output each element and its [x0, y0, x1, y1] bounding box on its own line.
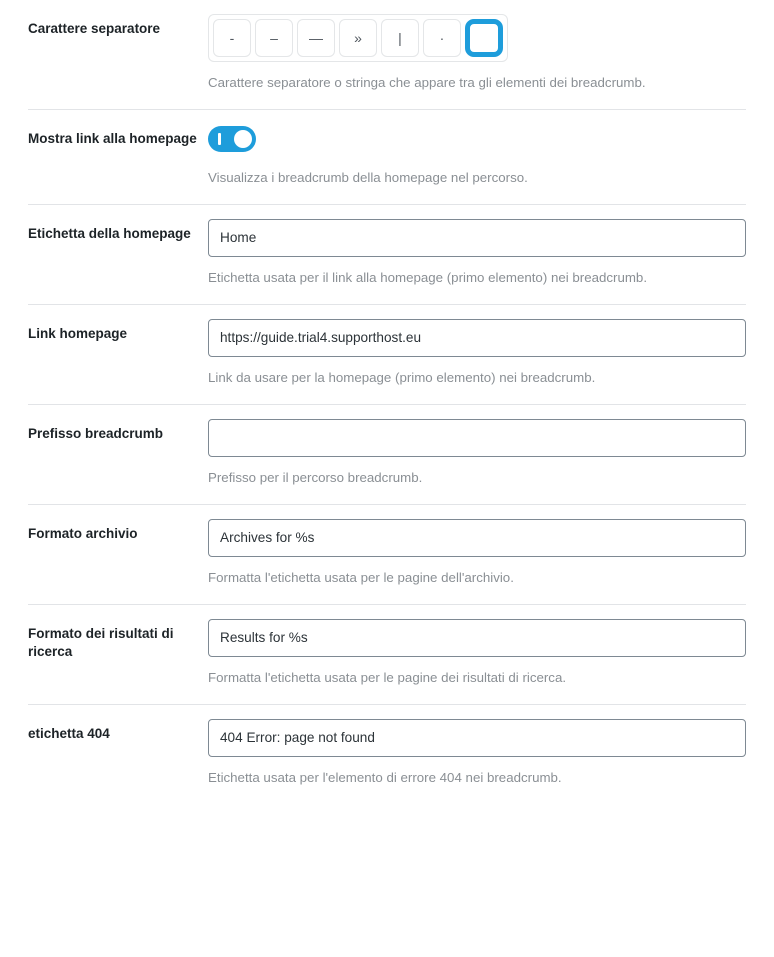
- breadcrumb-prefix-input[interactable]: [208, 419, 746, 457]
- setting-label-error-404-label: etichetta 404: [28, 725, 110, 741]
- separator-option-double-angle-quote[interactable]: »: [339, 19, 377, 57]
- setting-field-show-home-link: [208, 110, 746, 204]
- separator-option-middot[interactable]: ·: [423, 19, 461, 57]
- setting-help-separator: Carattere separatore o stringa che appare tra gli elementi dei breadcrumb.: [208, 75, 646, 90]
- separator-option-group[interactable]: [208, 14, 508, 62]
- separator-option-em-dash[interactable]: —: [297, 19, 335, 57]
- setting-label-show-home-link: Mostra link alla homepage: [28, 130, 197, 146]
- setting-help-show-home-link: Visualizza i breadcrumb della homepage nel percorso.: [208, 169, 528, 185]
- setting-row-home-link: [28, 305, 746, 405]
- setting-label-archive-format: Formato archivio: [28, 525, 138, 541]
- setting-row-search-format: [28, 605, 746, 705]
- setting-help-breadcrumb-prefix: Prefisso per il percorso breadcrumb.: [208, 469, 423, 485]
- separator-option-en-dash[interactable]: –: [255, 19, 293, 57]
- setting-row-home-label: [28, 205, 746, 305]
- setting-label-home-link: Link homepage: [28, 325, 128, 341]
- home-link-input[interactable]: [208, 319, 746, 357]
- setting-label-home-label: Etichetta della homepage: [28, 225, 191, 241]
- search-format-input[interactable]: [208, 619, 746, 657]
- setting-field-separator: [208, 0, 746, 109]
- toggle-wrapper: [208, 124, 746, 157]
- separator-option-vertical-bar[interactable]: |: [381, 19, 419, 57]
- archive-format-input[interactable]: [208, 519, 746, 557]
- setting-help-archive-format: Formatta l'etichetta usata per le pagine dell'archivio.: [208, 569, 514, 585]
- setting-label-search-format: Formato dei risultati di ricerca: [28, 625, 174, 659]
- setting-row-archive-format: [28, 505, 746, 605]
- error-404-label-input[interactable]: [208, 719, 746, 757]
- setting-field-home-label: [208, 205, 746, 304]
- setting-help-home-label: Etichetta usata per il link alla homepage (primo elemento) nei breadcrumb.: [208, 269, 648, 285]
- setting-row-separator: [28, 0, 746, 110]
- show-home-link-toggle[interactable]: [208, 126, 256, 152]
- separator-option-hyphen[interactable]: -: [213, 19, 251, 57]
- setting-field-search-format: [208, 605, 746, 704]
- setting-field-error-404-label: [208, 705, 746, 804]
- separator-option-custom-empty[interactable]: [465, 19, 503, 57]
- setting-label-separator: Carattere separatore: [28, 21, 161, 36]
- home-label-input[interactable]: [208, 219, 746, 257]
- toggle-knob: [234, 130, 252, 148]
- setting-help-error-404-label: Etichetta usata per l'elemento di errore 404 nei breadcrumb.: [208, 769, 562, 785]
- setting-row-error-404-label: [28, 705, 746, 804]
- setting-help-home-link: Link da usare per la homepage (primo elemento) nei breadcrumb.: [208, 369, 596, 385]
- setting-row-show-home-link: [28, 110, 746, 205]
- toggle-on-indicator-icon: [218, 133, 221, 145]
- setting-field-breadcrumb-prefix: [208, 405, 746, 504]
- setting-field-home-link: [208, 305, 746, 404]
- setting-help-search-format: Formatta l'etichetta usata per le pagine dei risultati di ricerca.: [208, 669, 567, 685]
- setting-label-breadcrumb-prefix: Prefisso breadcrumb: [28, 425, 164, 441]
- setting-row-breadcrumb-prefix: [28, 405, 746, 505]
- setting-field-archive-format: [208, 505, 746, 604]
